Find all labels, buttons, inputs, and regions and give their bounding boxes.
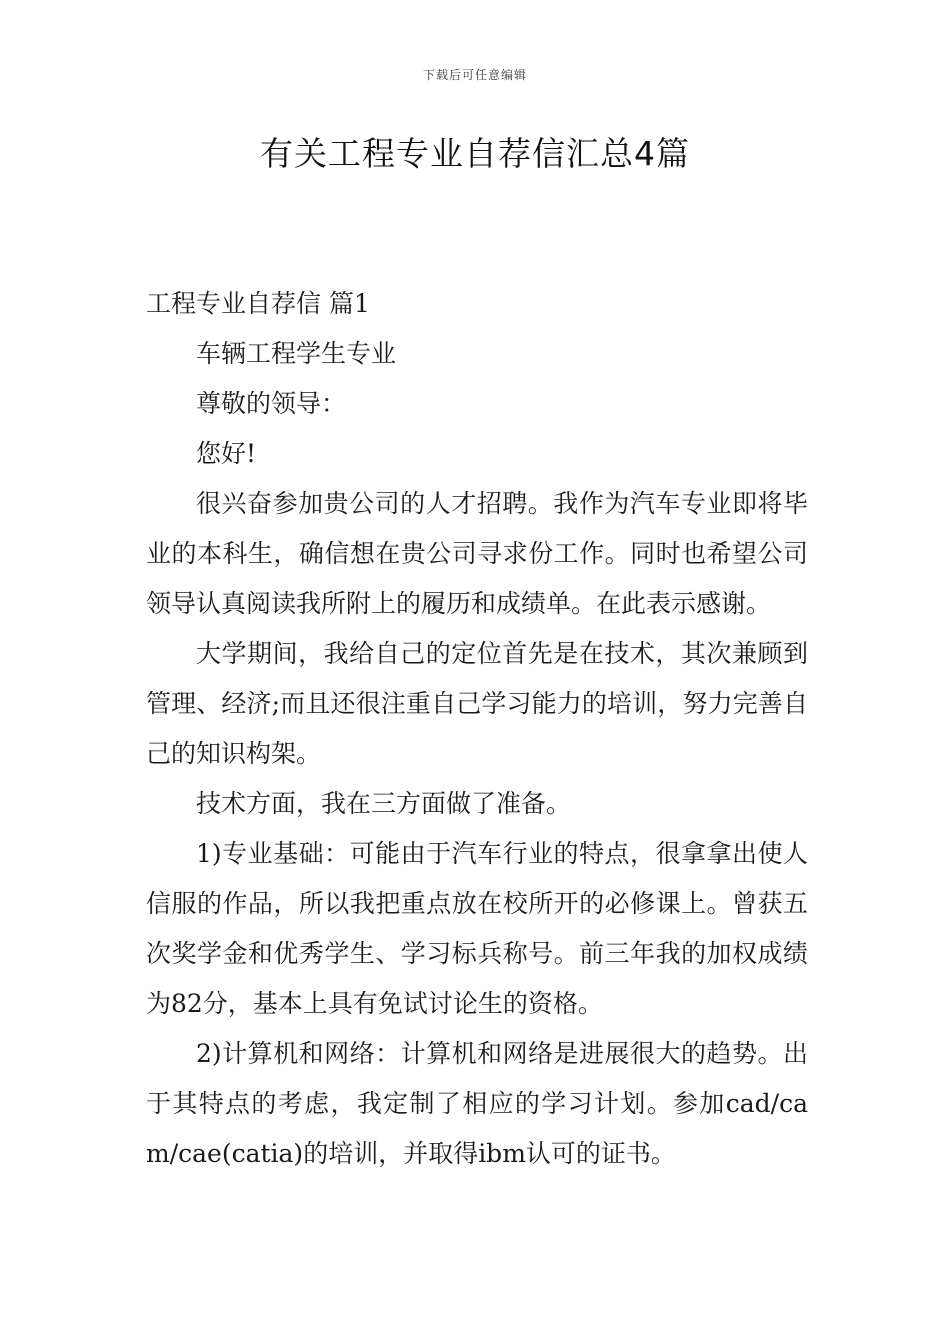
paragraph-intro: 很兴奋参加贵公司的人才招聘。我作为汽车专业即将毕业的本科生，确信想在贵公司寻求份工作。同时也希望公司领导认真阅读我所附上的履历和成绩单。在此表示感谢。: [146, 489, 808, 618]
section-heading: 工程专业自荐信 篇1: [146, 289, 370, 318]
paragraph-university: 大学期间，我给自己的定位首先是在技术，其次兼顾到管理、经济;而且还很注重自己学习能力的培训，努力完善自己的知识构架。: [146, 639, 808, 768]
paragraph-greeting: 您好!: [196, 439, 257, 468]
header-note: 下载后可任意编辑: [422, 68, 527, 82]
paragraph-salutation: 尊敬的领导：: [196, 389, 347, 418]
paragraph-major: 车辆工程学生专业: [196, 339, 397, 368]
paragraph-computer-network: 2)计算机和网络：计算机和网络是进展很大的趋势。出于其特点的考虑，我定制了相应的学习计划。参加cad/cam/cae(catia)的培训，并取得ibm认可的证书。: [146, 1039, 808, 1168]
document-body: [146, 279, 808, 1179]
paragraph-technical: 技术方面，我在三方面做了准备。: [196, 789, 572, 818]
paragraph-professional-basis: 1)专业基础：可能由于汽车行业的特点，很拿拿出使人信服的作品，所以我把重点放在校所开的必修课上。曾获五次奖学金和优秀学生、学习标兵称号。前三年我的加权成绩为82分，基本上具有免试讨论生的资格。: [146, 839, 808, 1018]
document-title: 有关工程专业自荐信汇总4篇: [260, 134, 690, 173]
